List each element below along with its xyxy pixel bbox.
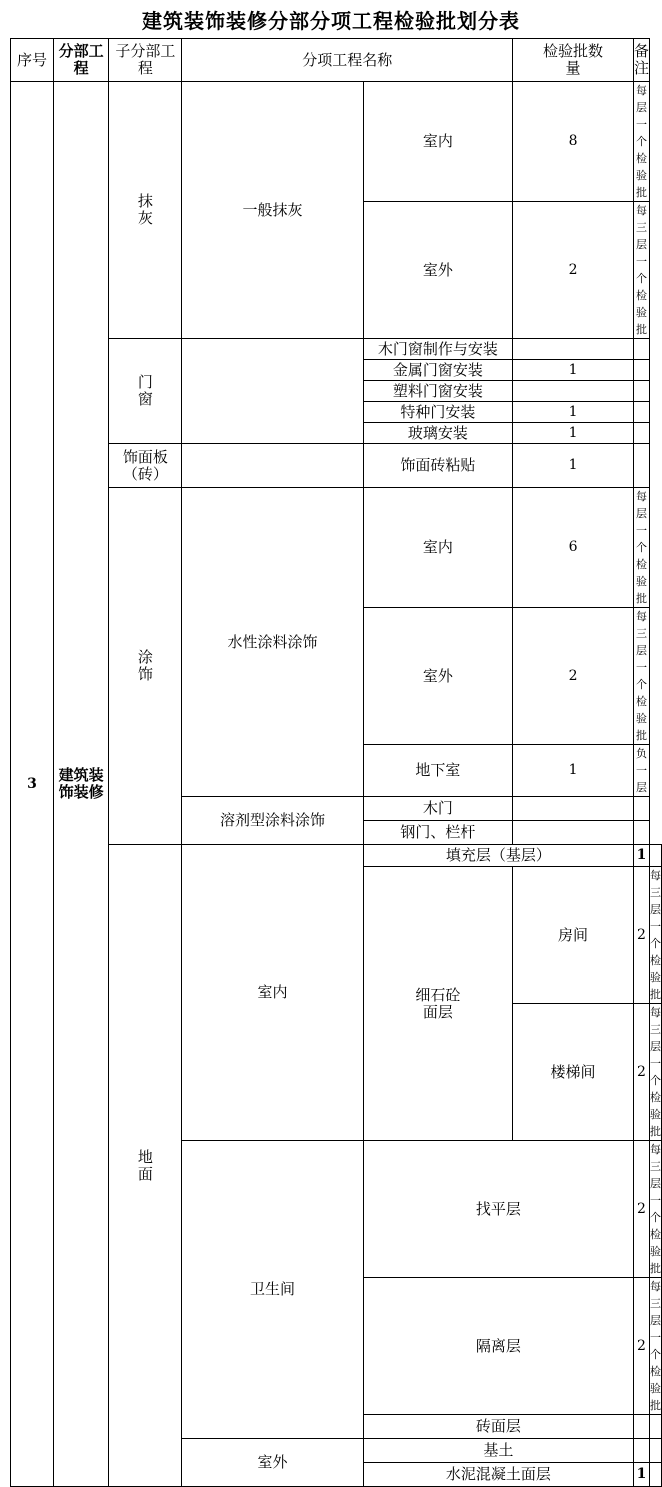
item-cell: 填充层（基层）	[363, 845, 633, 867]
item-cell: 木门窗制作与安装	[363, 339, 512, 360]
item-cell: 钢门、栏杆	[363, 821, 512, 845]
note-cell	[633, 423, 649, 444]
count-cell	[633, 1415, 649, 1439]
division-cell: 建筑装 饰装修	[53, 82, 108, 1487]
header-remarks: 备 注	[633, 39, 649, 82]
note-cell	[633, 821, 649, 845]
header-seq: 序号	[11, 39, 54, 82]
facing-label-line2: （砖）	[122, 464, 168, 483]
fine-concrete-line2: 面层	[422, 1002, 453, 1021]
count-cell: 2	[633, 1278, 649, 1415]
note-cell: 每三层一个检验批	[633, 202, 649, 339]
floor-toilet: 卫生间	[182, 1141, 363, 1439]
item-cell: 砖面层	[363, 1415, 633, 1439]
count-cell: 2	[633, 1141, 649, 1278]
floor-indoor: 室内	[182, 845, 363, 1141]
count-cell: 6	[513, 488, 634, 608]
table-row	[11, 845, 662, 867]
facing-label-line1: 饰面板	[122, 447, 168, 466]
count-cell	[513, 381, 634, 402]
item-cell: 室内	[363, 488, 512, 608]
note-cell	[650, 1415, 662, 1439]
count-cell: 1	[633, 845, 649, 867]
item-cell: 木门	[363, 797, 512, 821]
table-row	[11, 82, 662, 202]
note-cell	[633, 444, 649, 488]
count-cell	[513, 339, 634, 360]
item-cell: 饰面砖粘贴	[363, 444, 512, 488]
item-cell: 隔离层	[363, 1278, 633, 1415]
count-cell	[513, 797, 634, 821]
item-cell: 房间	[513, 867, 634, 1004]
blank-cell	[182, 339, 363, 444]
subdivision-facing	[109, 444, 182, 488]
count-cell: 1	[513, 444, 634, 488]
note-cell: 负一层	[633, 745, 649, 797]
note-cell	[633, 797, 649, 821]
count-cell: 1	[513, 402, 634, 423]
item-cell: 找平层	[363, 1141, 633, 1278]
page-title: 建筑装饰装修分部分项工程检验批划分表	[142, 9, 520, 33]
item-general-plaster: 一般抹灰	[182, 82, 363, 339]
note-cell	[633, 339, 649, 360]
item-cell: 室内	[363, 82, 512, 202]
count-cell: 8	[513, 82, 634, 202]
count-cell	[633, 1439, 649, 1463]
fine-concrete-cell	[363, 867, 512, 1141]
count-cell: 2	[633, 1004, 649, 1141]
subdivision-doors: 门 窗	[109, 339, 182, 444]
note-cell: 每三层一个检验批	[633, 608, 649, 745]
subdivision-floor: 地 面	[109, 845, 182, 1487]
note-cell: 每三层一个检验批	[650, 1004, 662, 1141]
count-cell: 2	[513, 202, 634, 339]
count-cell: 2	[633, 867, 649, 1004]
seq-cell: 3	[11, 82, 54, 1487]
table-row	[11, 444, 662, 488]
note-cell	[633, 402, 649, 423]
count-cell: 1	[513, 423, 634, 444]
note-cell	[633, 381, 649, 402]
item-cell: 水泥混凝土面层	[363, 1463, 633, 1487]
subdivision-plaster: 抹 灰	[109, 82, 182, 339]
item-cell: 基土	[363, 1439, 633, 1463]
note-cell: 每层一个检验批	[633, 82, 649, 202]
item-cell: 室外	[363, 202, 512, 339]
note-cell: 每层一个检验批	[633, 488, 649, 608]
item-solvent-coating: 溶剂型涂料涂饰	[182, 797, 363, 845]
header-batch-count: 检验批数 量	[513, 39, 634, 82]
inspection-batch-table	[10, 38, 662, 1487]
count-cell: 1	[513, 360, 634, 381]
header-item-name: 分项工程名称	[182, 39, 513, 82]
count-cell: 2	[513, 608, 634, 745]
table-row	[11, 488, 662, 608]
item-cell: 特种门安装	[363, 402, 512, 423]
table-row	[11, 339, 662, 360]
item-cell: 塑料门窗安装	[363, 381, 512, 402]
item-cell: 楼梯间	[513, 1004, 634, 1141]
note-cell	[650, 845, 662, 867]
floor-outdoor: 室外	[182, 1439, 363, 1487]
item-cell: 地下室	[363, 745, 512, 797]
item-cell: 室外	[363, 608, 512, 745]
fine-concrete-line1: 细石砼	[415, 985, 461, 1004]
item-water-coating: 水性涂料涂饰	[182, 488, 363, 797]
subdivision-coating: 涂 饰	[109, 488, 182, 845]
count-cell	[513, 821, 634, 845]
note-cell: 每三层一个检验批	[650, 1141, 662, 1278]
note-cell	[650, 1439, 662, 1463]
note-cell: 每三层一个检验批	[650, 1278, 662, 1415]
note-cell	[650, 1463, 662, 1487]
note-cell	[633, 360, 649, 381]
item-cell: 玻璃安装	[363, 423, 512, 444]
header-row	[11, 39, 662, 82]
blank-cell	[182, 444, 363, 488]
note-cell: 每三层一个检验批	[650, 867, 662, 1004]
header-division: 分部工 程	[53, 39, 108, 82]
header-subdivision: 子分部工 程	[109, 39, 182, 82]
item-cell: 金属门窗安装	[363, 360, 512, 381]
count-cell: 1	[633, 1463, 649, 1487]
count-cell: 1	[513, 745, 634, 797]
